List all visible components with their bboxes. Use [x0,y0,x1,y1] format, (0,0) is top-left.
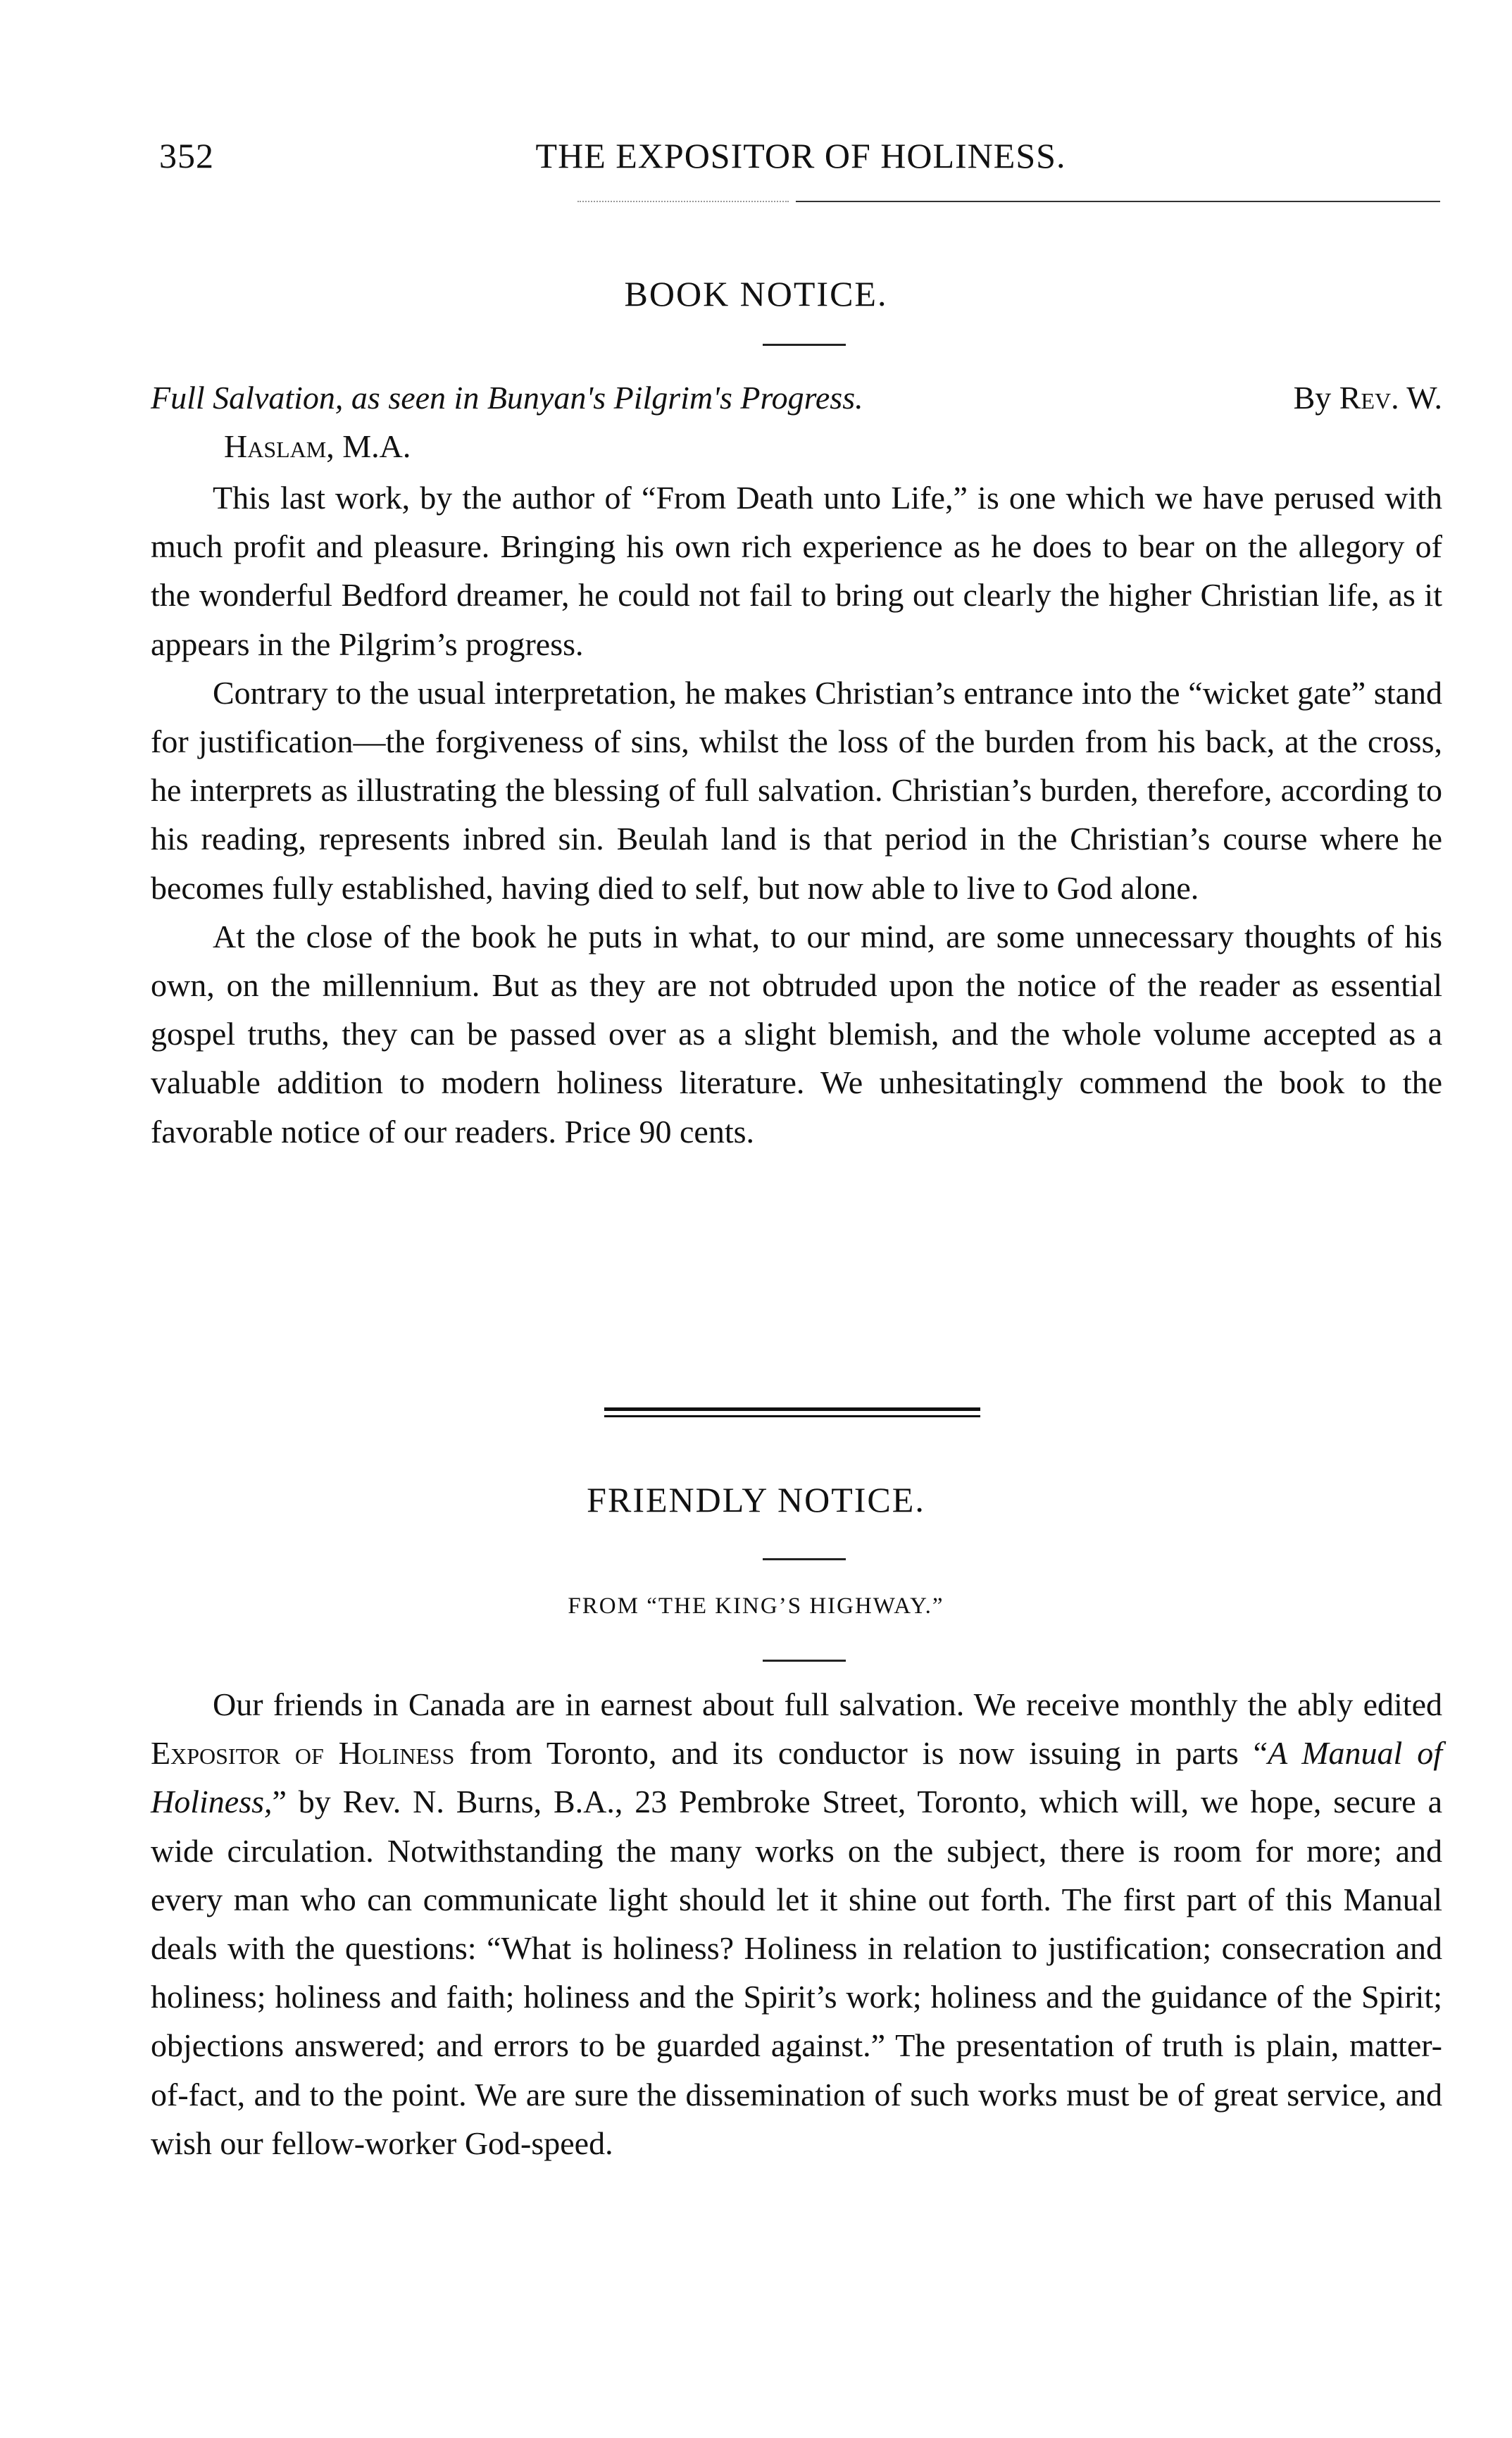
book-notice-body [151,473,1442,1156]
rev-title: Rev. [1339,380,1399,416]
section-divider-rule [604,1407,980,1417]
friendly-notice-source-rule [763,1660,846,1662]
manual-title: A Manual of Holiness, [151,1735,1443,1820]
by-word: By [1293,380,1332,416]
book-notice-title: BOOK NOTICE. [624,274,888,313]
friendly-notice-paragraph [151,1680,1442,2168]
book-notice-title-rule [763,344,846,346]
book-notice-paragraph-1: This last work, by the author of “From Death unto Life,” is one which we have perused with much profit and pleasure. Bringing his own rich experience as he does to bear on the allegory of the wonderful Bedford dreamer, he could not fail to bring out clearly the higher Christian life, as it appears in the Pilgrim’s progress. [151,480,1442,662]
header-rule [796,201,1440,202]
friendly-notice-body [151,1680,1442,2168]
book-notice-paragraph-3: At the close of the book he puts in what, to our mind, are some unnecessary thoughts of his own, on the millennium. But as they are not obtruded upon the notice of the reader as essential gospel truths, they can be passed over as a slight blemish, and the whole volume accepted as a valuable addition to modern holiness literature. We unhesitatingly commend the book to the favorable notice of our readers. Price 90 cents. [151,918,1442,1150]
author-degree: M.A. [342,428,411,464]
book-notice-paragraph-2: Contrary to the usual interpretation, he makes Christian’s entrance into the “wicket gate” stand for justification—the forgiveness of sins, whilst the loss of the burden from his back, at the cross, he interprets as illustrating the blessing of full salvation. Christian’s burden, therefore, according to his reading, represents inbred sin. Beulah land is that period in the Christian’s course where he becomes fully established, having died to self, but now able to live to God alone. [151,674,1442,906]
friendly-text-part-1: Our friends in Canada are in earnest about full salvation. We receive monthly the ably edited [213,1686,1442,1722]
expositor-name: Expositor of Holiness [151,1735,455,1772]
friendly-text-part-2: from Toronto, and its conductor is now issuing in parts “ [469,1735,1268,1772]
running-title: THE EXPOSITOR OF HOLINESS. [535,136,1066,175]
running-header [159,135,1442,185]
book-work-title: Full Salvation, as seen in Bunyan's Pilgrim's Progress. [151,380,863,416]
friendly-notice-title: FRIENDLY NOTICE. [587,1480,925,1519]
header-rule-dotted [577,201,789,202]
citation-line [151,373,1442,422]
friendly-notice-source: FROM “THE KING’S HIGHWAY.” [568,1593,944,1619]
book-citation [151,373,1442,471]
book-author-prefix [1294,373,1442,422]
author-surname: Haslam, [224,428,335,464]
page-number: 352 [159,136,214,175]
friendly-text-part-3: ” by Rev. N. Burns, B.A., 23 Pembroke Street, Toronto, which will, we hope, secure a wide circulation. Notwithstanding the many works on the subject, there is room for more; and every man who can communicate light should let it shine out forth. The first part of this Manual deals with the questions: “What is holiness? Holiness in relation to justification; consecration and holiness; holiness and faith; holiness and the Spirit’s work; holiness and the guidance of the Spirit; objections answered; and errors to be guarded against.” The presentation of truth is plain, matter-of-fact, and to the point. We are sure the dissemination of such works must be of great service, and wish our fellow-worker God-speed. [151,1784,1442,2161]
citation-line-2 [151,422,1442,471]
friendly-notice-title-rule [763,1558,846,1560]
author-initial: W. [1406,380,1442,416]
